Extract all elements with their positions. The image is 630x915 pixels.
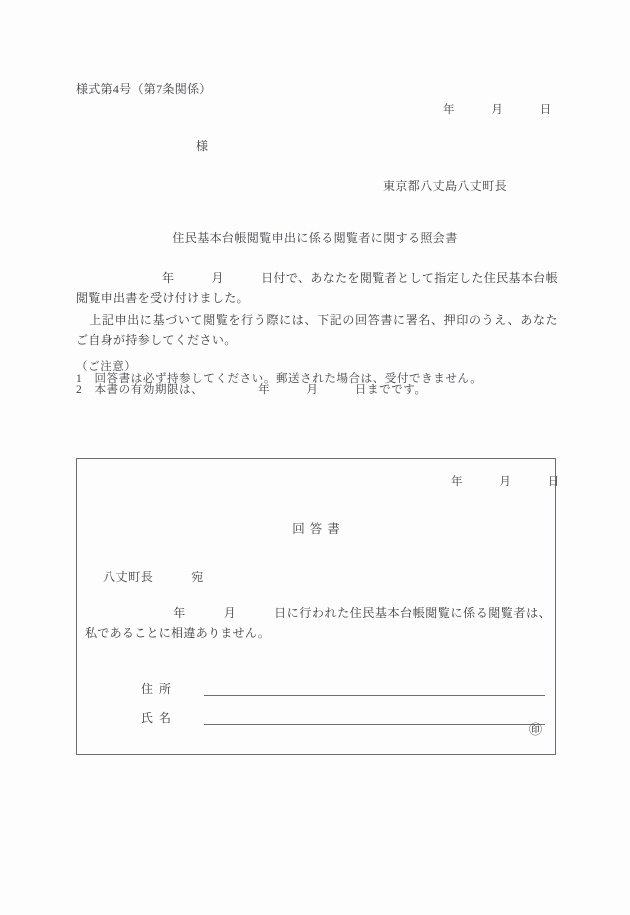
paragraph-1-text: 年 月 日付で、あなたを閲覧者として指定した住民基本台帳閲覧申出書を受け付けました。: [76, 271, 558, 305]
header-date-field[interactable]: 年 月 日: [443, 104, 552, 116]
reply-date-field[interactable]: 年 月 日: [451, 476, 560, 488]
address-field-label: 住所: [141, 682, 178, 696]
name-field-rule[interactable]: [204, 722, 545, 737]
notes-heading: （ご注意）: [76, 361, 137, 373]
note-item-2[interactable]: 2 本書の有効期限は、 年 月 日までです。: [76, 384, 427, 396]
form-number-label: 様式第4号（第7条関係）: [76, 82, 212, 96]
name-field-row: [141, 708, 543, 737]
body-text: [76, 268, 558, 350]
issuer-name: 東京都八丈島八丈町長: [383, 179, 508, 193]
name-field-label: 氏名: [141, 711, 178, 725]
page-title: 住民基本台帳閲覧申出に係る閲覧者に関する照会書: [172, 231, 458, 245]
paragraph-2-text: 上記申出に基づいて閲覧を行う際には、下記の回答書に署名、押印のうえ、あなたご自身が持参してください。: [76, 313, 558, 347]
reply-statement: [85, 603, 551, 643]
reply-addressed-to: 八丈町長 宛: [103, 570, 204, 584]
addressee-honorific[interactable]: 様: [196, 139, 209, 153]
note-item-1: 1 回答書は必ず持参してください。郵送された場合は、受付できません。: [76, 372, 483, 385]
reply-form-title: 回答書: [292, 522, 345, 536]
statement-text: 年 月 日に行われた住民基本台帳閲覧に係る閲覧者は、私であることに相違ありません。: [85, 606, 551, 640]
reply-form-box: [76, 458, 560, 755]
body-paragraph-2: [76, 310, 558, 350]
notes-section: [76, 362, 482, 397]
address-field-rule[interactable]: [204, 695, 545, 696]
seal-stamp-icon: ㊞: [529, 722, 543, 737]
body-paragraph-1: [76, 268, 558, 308]
address-field-row: [141, 679, 541, 701]
